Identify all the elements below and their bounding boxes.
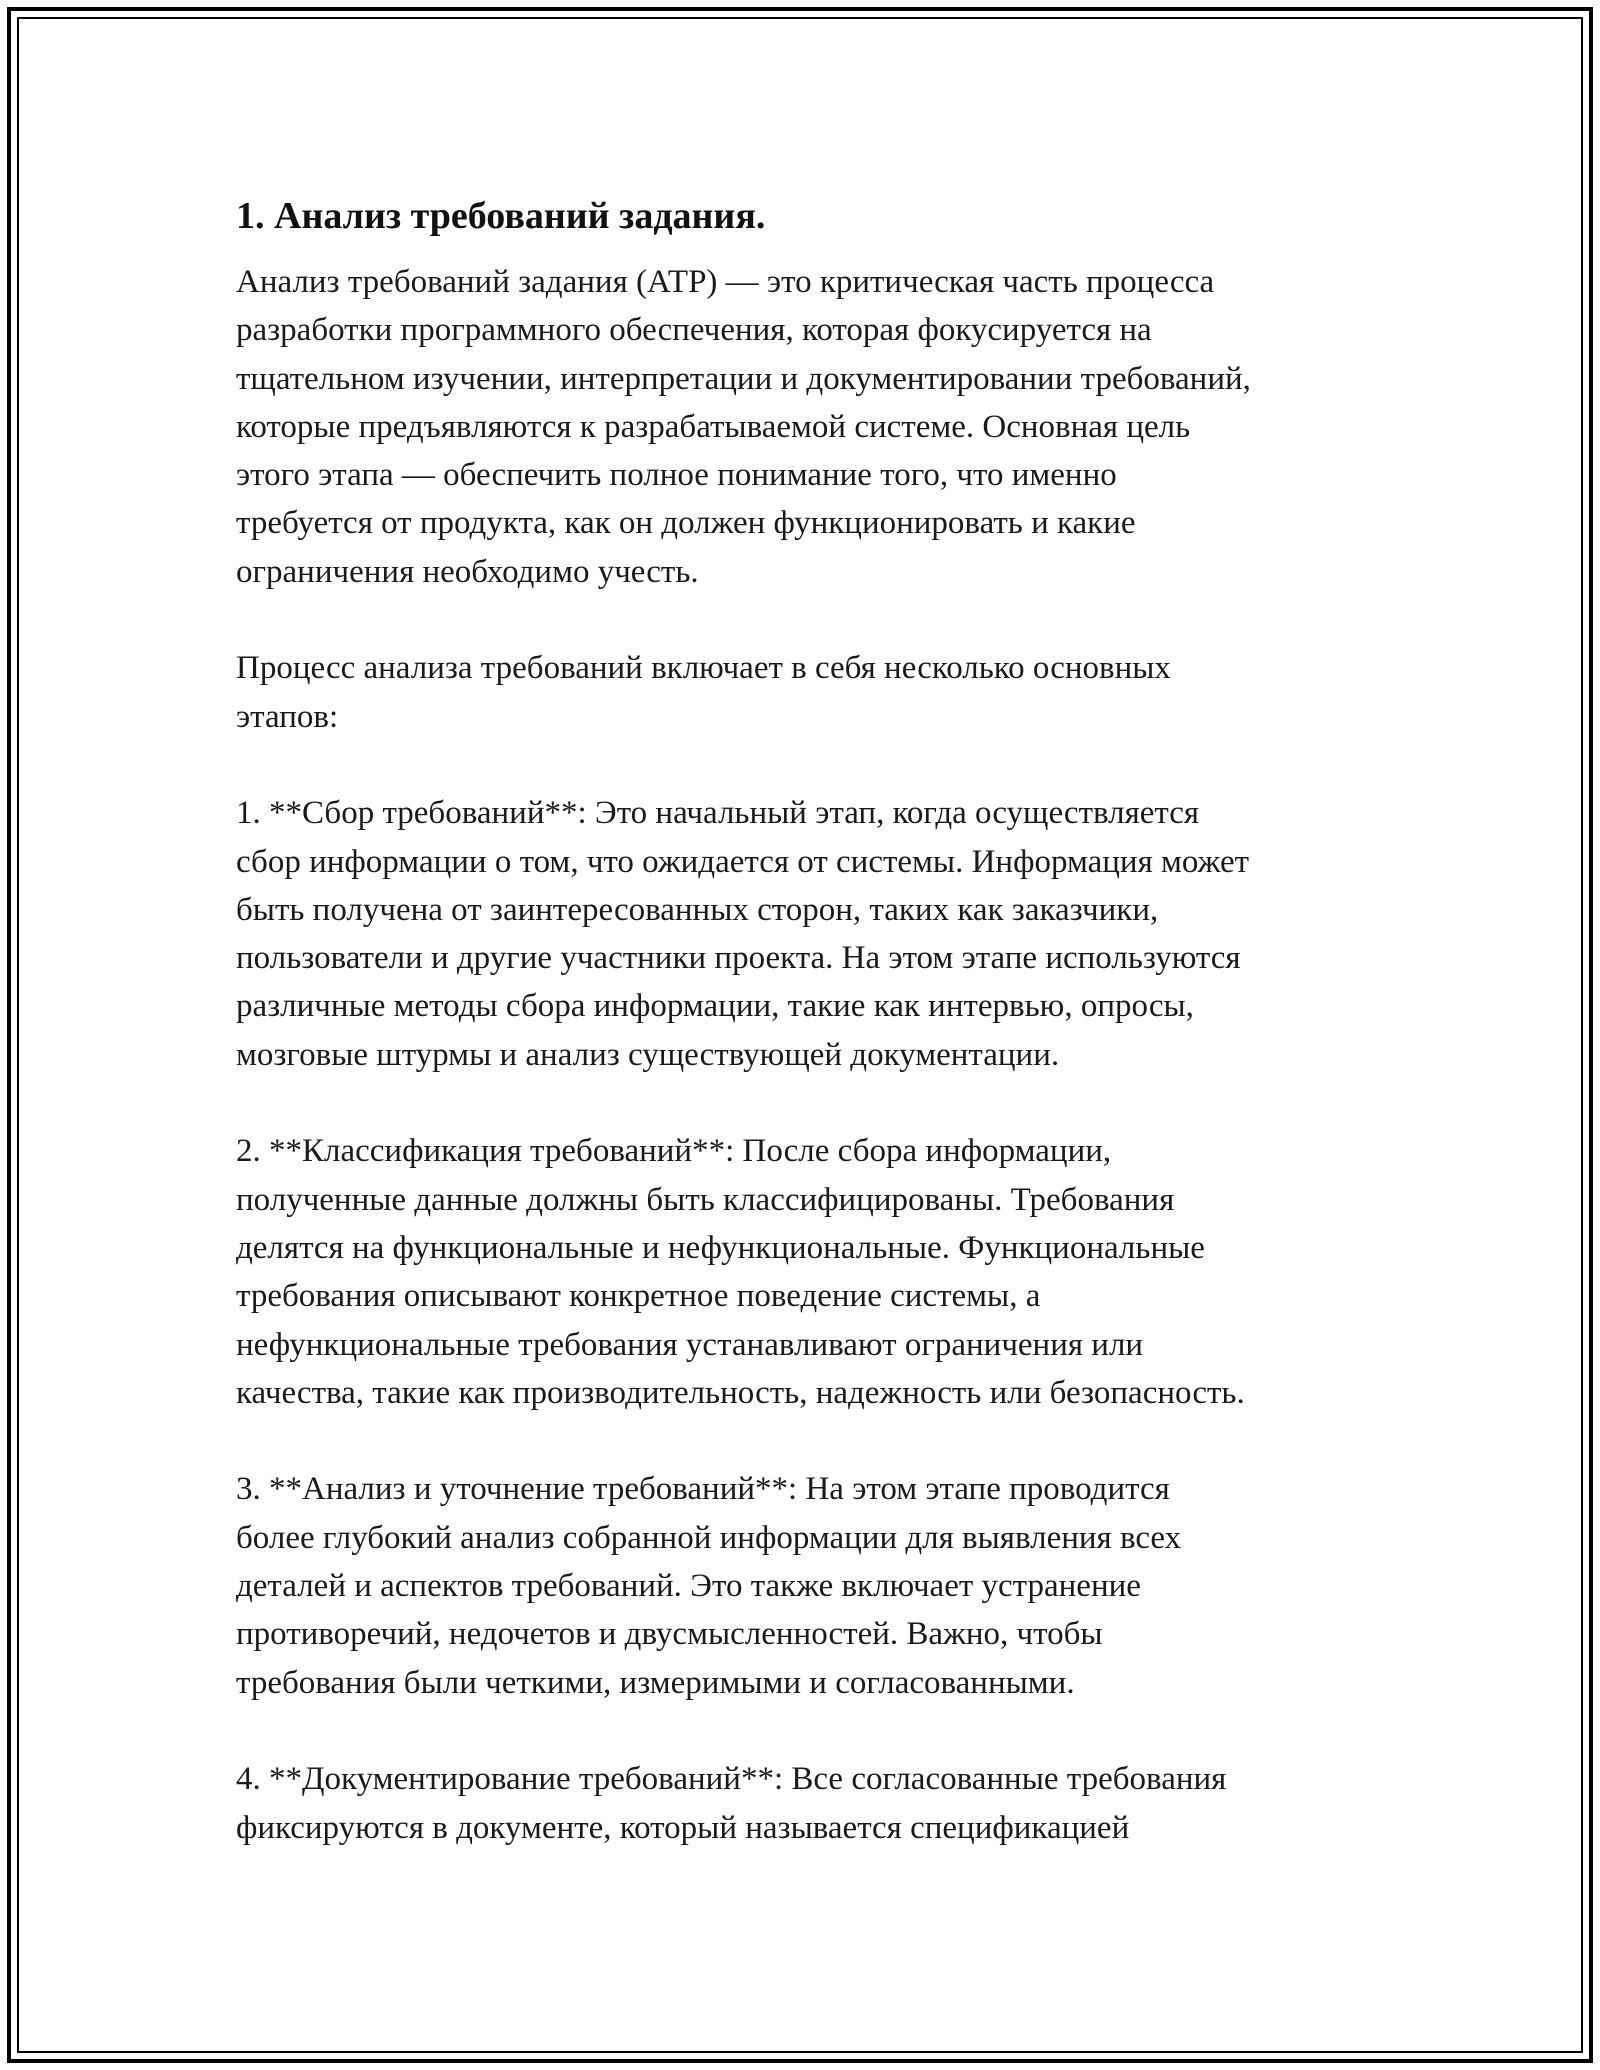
paragraph-step-1-collection: 1. **Сбор требований**: Это начальный этап, когда осуществляется сбор информации о том, что ожидается от системы. Информация может быть получена от заинтересованных сторон, таких как заказчики, пользователи и другие участники проекта. На этом этапе используются различные методы сбора информации, такие как интервью, опросы, мозговые штурмы и анализ существующей документации. (236, 795, 1250, 1073)
paragraph-intro: Анализ требований задания (АТР) — это критическая часть процесса разработки программного обеспечения, которая фокусируется на тщательном изучении, интерпретации и документировании требований, которые предъявляются к разрабатываемой системе. Основная цель этого этапа — обеспечить полное понимание того, что именно требуется от продукта, как он должен функционировать и какие ограничения необходимо учесть. (236, 264, 1251, 590)
section-heading: 1. Анализ требований задания. (236, 195, 766, 237)
paragraph-process-overview: Процесс анализа требований включает в себя несколько основных этапов: (236, 650, 1171, 735)
paragraph-step-4-documentation: 4. **Документирование требований**: Все согласованные требования фиксируются в документе, который называется спецификацией (236, 1761, 1227, 1846)
paragraph-step-2-classification: 2. **Классификация требований**: После сбора информации, полученные данные должны быть классифицированы. Требования делятся на функциональные и нефункциональные. Функциональные требования описывают конкретное поведение системы, а нефункциональные требования устанавливают ограничения или качества, такие как производительность, надежность или безопасность. (236, 1133, 1245, 1411)
paragraph-step-3-analysis: 3. **Анализ и уточнение требований**: На этом этапе проводится более глубокий анализ собранной информации для выявления всех деталей и аспектов требований. Это также включает устранение противоречий, недочетов и двусмысленностей. Важно, чтобы требования были четкими, измеримыми и согласованными. (236, 1471, 1182, 1701)
document-body (236, 190, 1376, 1852)
